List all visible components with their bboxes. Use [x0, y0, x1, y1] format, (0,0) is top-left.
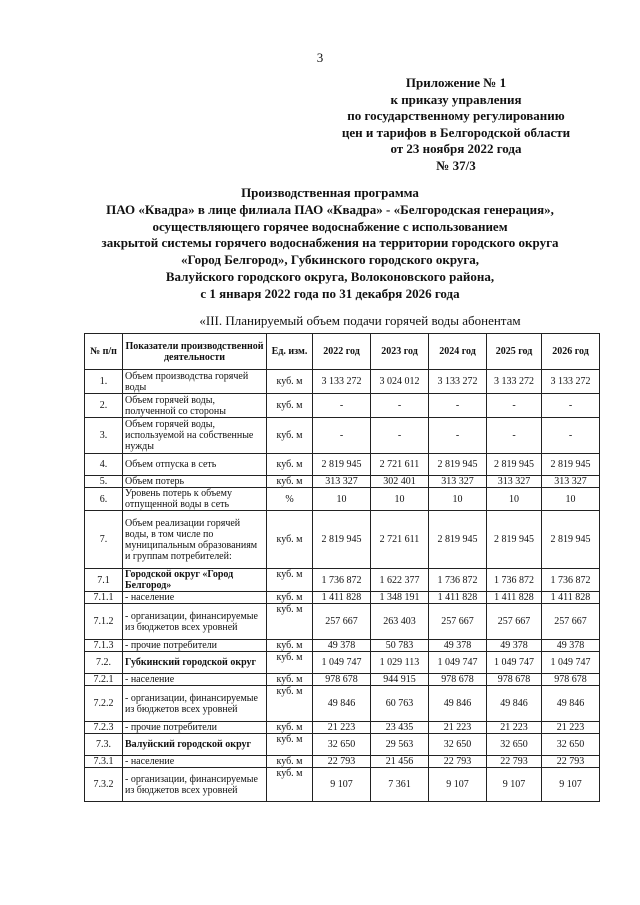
year-value: 1 049 747: [487, 652, 542, 674]
year-value: -: [429, 394, 487, 418]
row-unit: %: [267, 488, 313, 511]
appendix-block: [326, 75, 586, 174]
document-title: [60, 185, 600, 303]
year-value: 1 411 828: [313, 592, 371, 604]
year-value: 7 361: [371, 768, 429, 802]
year-value: 2 721 611: [371, 454, 429, 476]
year-value: 257 667: [429, 604, 487, 640]
header-cell: 2022 год: [313, 334, 371, 370]
year-value: 10: [487, 488, 542, 511]
year-value: 1 049 747: [429, 652, 487, 674]
year-value: 2 819 945: [487, 454, 542, 476]
year-value: 23 435: [371, 722, 429, 734]
year-value: 313 327: [542, 476, 600, 488]
year-value: 22 793: [542, 756, 600, 768]
row-number: 7.1.2: [85, 604, 123, 640]
year-value: 49 378: [429, 640, 487, 652]
year-value: 257 667: [542, 604, 600, 640]
row-indicator: - прочие потребители: [123, 722, 267, 734]
year-value: -: [487, 394, 542, 418]
row-indicator: Губкинский городской округ: [123, 652, 267, 674]
section-title: «III. Планируемый объем подачи горячей воды абонентам: [199, 313, 521, 328]
year-value: 3 133 272: [487, 370, 542, 394]
year-value: 49 846: [542, 686, 600, 722]
title-line: «Город Белгород», Губкинского городского округа,: [180, 252, 480, 268]
year-value: 10: [371, 488, 429, 511]
year-value: 9 107: [487, 768, 542, 802]
year-value: -: [371, 418, 429, 454]
row-indicator: Валуйский городской округ: [123, 734, 267, 756]
year-value: -: [371, 394, 429, 418]
appendix-line: цен и тарифов в Белгородской области: [341, 124, 571, 140]
title-line: ПАО «Квадра» в лице филиала ПАО «Квадра» - «Белгородская генерация»,: [106, 201, 554, 217]
row-unit: куб. м: [267, 511, 313, 569]
year-value: 3 024 012: [371, 370, 429, 394]
year-value: 2 819 945: [429, 511, 487, 569]
row-unit: куб. м: [267, 394, 313, 418]
table-row: [85, 454, 600, 476]
year-value: 1 029 113: [371, 652, 429, 674]
year-value: 1 348 191: [371, 592, 429, 604]
year-value: 2 819 945: [487, 511, 542, 569]
row-indicator: - организации, финансируемые из бюджетов всех уровней: [123, 604, 267, 640]
header-cell: 2023 год: [371, 334, 429, 370]
year-value: 32 650: [429, 734, 487, 756]
year-value: 10: [542, 488, 600, 511]
row-number: 7.3.2: [85, 768, 123, 802]
year-value: 978 678: [313, 674, 371, 686]
row-number: 4.: [85, 454, 123, 476]
year-value: 49 378: [313, 640, 371, 652]
year-value: 263 403: [371, 604, 429, 640]
year-value: 21 223: [429, 722, 487, 734]
appendix-line: по государственному регулированию: [347, 108, 565, 123]
table-row: [85, 722, 600, 734]
row-unit: куб. м: [267, 569, 313, 592]
year-value: -: [313, 394, 371, 418]
row-unit: куб. м: [267, 476, 313, 488]
table-row: [85, 768, 600, 802]
table-row: [85, 394, 600, 418]
header-cell: 2025 год: [487, 334, 542, 370]
year-value: 1 411 828: [542, 592, 600, 604]
year-value: 3 133 272: [313, 370, 371, 394]
production-table: [84, 333, 600, 802]
row-indicator: - население: [123, 674, 267, 686]
year-value: 10: [429, 488, 487, 511]
header-cell: Ед. изм.: [267, 334, 313, 370]
row-unit: куб. м: [267, 756, 313, 768]
year-value: 313 327: [487, 476, 542, 488]
year-value: 32 650: [487, 734, 542, 756]
year-value: 49 378: [487, 640, 542, 652]
year-value: 257 667: [313, 604, 371, 640]
row-indicator: Объем потерь: [123, 476, 267, 488]
year-value: 9 107: [313, 768, 371, 802]
year-value: 944 915: [371, 674, 429, 686]
table-row: [85, 511, 600, 569]
year-value: 3 133 272: [542, 370, 600, 394]
year-value: 1 736 872: [487, 569, 542, 592]
year-value: 1 736 872: [542, 569, 600, 592]
row-number: 5.: [85, 476, 123, 488]
year-value: 9 107: [542, 768, 600, 802]
year-value: 1 049 747: [313, 652, 371, 674]
year-value: 2 819 945: [313, 454, 371, 476]
year-value: 2 819 945: [429, 454, 487, 476]
table-row: [85, 476, 600, 488]
row-number: 1.: [85, 370, 123, 394]
row-number: 7.1: [85, 569, 123, 592]
row-indicator: - организации, финансируемые из бюджетов всех уровней: [123, 768, 267, 802]
year-value: 1 736 872: [313, 569, 371, 592]
row-indicator: - организации, финансируемые из бюджетов всех уровней: [123, 686, 267, 722]
row-unit: куб. м: [267, 768, 313, 802]
year-value: -: [429, 418, 487, 454]
year-value: 1 736 872: [429, 569, 487, 592]
year-value: 9 107: [429, 768, 487, 802]
year-value: 49 846: [313, 686, 371, 722]
table-row: [85, 569, 600, 592]
row-number: 7.2.1: [85, 674, 123, 686]
row-unit: куб. м: [267, 640, 313, 652]
table-row: [85, 674, 600, 686]
year-value: 32 650: [542, 734, 600, 756]
appendix-line: Приложение № 1: [405, 75, 507, 90]
year-value: 313 327: [313, 476, 371, 488]
year-value: 50 783: [371, 640, 429, 652]
title-line: осуществляющего горячее водоснабжение с использованием: [152, 218, 508, 234]
year-value: 1 411 828: [429, 592, 487, 604]
year-value: 2 819 945: [542, 511, 600, 569]
table-row: [85, 756, 600, 768]
year-value: 32 650: [313, 734, 371, 756]
year-value: 21 456: [371, 756, 429, 768]
row-indicator: Городской округ «Город Белгород»: [123, 569, 267, 592]
row-number: 6.: [85, 488, 123, 511]
year-value: 21 223: [487, 722, 542, 734]
table-body: [85, 370, 600, 802]
row-number: 7.3.: [85, 734, 123, 756]
row-unit: куб. м: [267, 734, 313, 756]
row-number: 2.: [85, 394, 123, 418]
row-indicator: Уровень потерь к объему отпущенной воды в сеть: [123, 488, 267, 511]
year-value: -: [487, 418, 542, 454]
row-indicator: Объем отпуска в сеть: [123, 454, 267, 476]
year-value: 3 133 272: [429, 370, 487, 394]
year-value: 22 793: [313, 756, 371, 768]
row-unit: куб. м: [267, 722, 313, 734]
row-indicator: Объем горячей воды, используемой на собственные нужды: [123, 418, 267, 454]
year-value: 21 223: [542, 722, 600, 734]
header-cell: Показатели производственной деятельности: [123, 334, 267, 370]
year-value: 22 793: [429, 756, 487, 768]
title-line: Производственная программа: [241, 185, 419, 200]
row-unit: куб. м: [267, 674, 313, 686]
row-unit: куб. м: [267, 418, 313, 454]
row-unit: куб. м: [267, 370, 313, 394]
year-value: 22 793: [487, 756, 542, 768]
year-value: 10: [313, 488, 371, 511]
row-indicator: - население: [123, 756, 267, 768]
row-indicator: - прочие потребители: [123, 640, 267, 652]
appendix-line: от 23 ноября 2022 года: [390, 141, 522, 156]
year-value: 60 763: [371, 686, 429, 722]
table-row: [85, 370, 600, 394]
appendix-line: к приказу управления: [390, 91, 522, 107]
row-number: 7.2.: [85, 652, 123, 674]
year-value: 49 846: [487, 686, 542, 722]
year-value: -: [542, 418, 600, 454]
year-value: 29 563: [371, 734, 429, 756]
year-value: 49 846: [429, 686, 487, 722]
year-value: 257 667: [487, 604, 542, 640]
row-indicator: Объем реализации горячей воды, в том числе по муниципальным образованиям и группам потребителей:: [123, 511, 267, 569]
page-number: 3: [316, 50, 324, 65]
table-header-row: [85, 334, 600, 370]
row-indicator: - население: [123, 592, 267, 604]
table-row: [85, 418, 600, 454]
row-number: 7.1.1: [85, 592, 123, 604]
table-row: [85, 686, 600, 722]
row-number: 7.: [85, 511, 123, 569]
year-value: 302 401: [371, 476, 429, 488]
table-row: [85, 592, 600, 604]
row-unit: куб. м: [267, 454, 313, 476]
year-value: 978 678: [542, 674, 600, 686]
year-value: -: [313, 418, 371, 454]
table-row: [85, 640, 600, 652]
year-value: 978 678: [429, 674, 487, 686]
row-number: 3.: [85, 418, 123, 454]
year-value: 313 327: [429, 476, 487, 488]
title-line: Валуйского городского округа, Волоконовского района,: [165, 268, 495, 284]
row-number: 7.2.3: [85, 722, 123, 734]
header-cell: 2024 год: [429, 334, 487, 370]
table-row: [85, 604, 600, 640]
row-unit: куб. м: [267, 686, 313, 722]
table-row: [85, 734, 600, 756]
year-value: 1 049 747: [542, 652, 600, 674]
table-row: [85, 488, 600, 511]
year-value: 2 721 611: [371, 511, 429, 569]
row-unit: куб. м: [267, 592, 313, 604]
row-number: 7.3.1: [85, 756, 123, 768]
year-value: -: [542, 394, 600, 418]
row-indicator: Объем производства горячей воды: [123, 370, 267, 394]
header-cell: № п/п: [85, 334, 123, 370]
header-cell: 2026 год: [542, 334, 600, 370]
row-number: 7.1.3: [85, 640, 123, 652]
row-number: 7.2.2: [85, 686, 123, 722]
table-row: [85, 652, 600, 674]
row-unit: куб. м: [267, 604, 313, 640]
year-value: 49 378: [542, 640, 600, 652]
year-value: 1 622 377: [371, 569, 429, 592]
title-line: с 1 января 2022 года по 31 декабря 2026 года: [200, 285, 460, 301]
row-unit: куб. м: [267, 652, 313, 674]
year-value: 1 411 828: [487, 592, 542, 604]
year-value: 978 678: [487, 674, 542, 686]
title-line: закрытой системы горячего водоснабжения на территории городского округа: [101, 235, 559, 251]
year-value: 2 819 945: [542, 454, 600, 476]
row-indicator: Объем горячей воды, полученной со стороны: [123, 394, 267, 418]
year-value: 2 819 945: [313, 511, 371, 569]
appendix-line: № 37/3: [436, 157, 476, 173]
year-value: 21 223: [313, 722, 371, 734]
